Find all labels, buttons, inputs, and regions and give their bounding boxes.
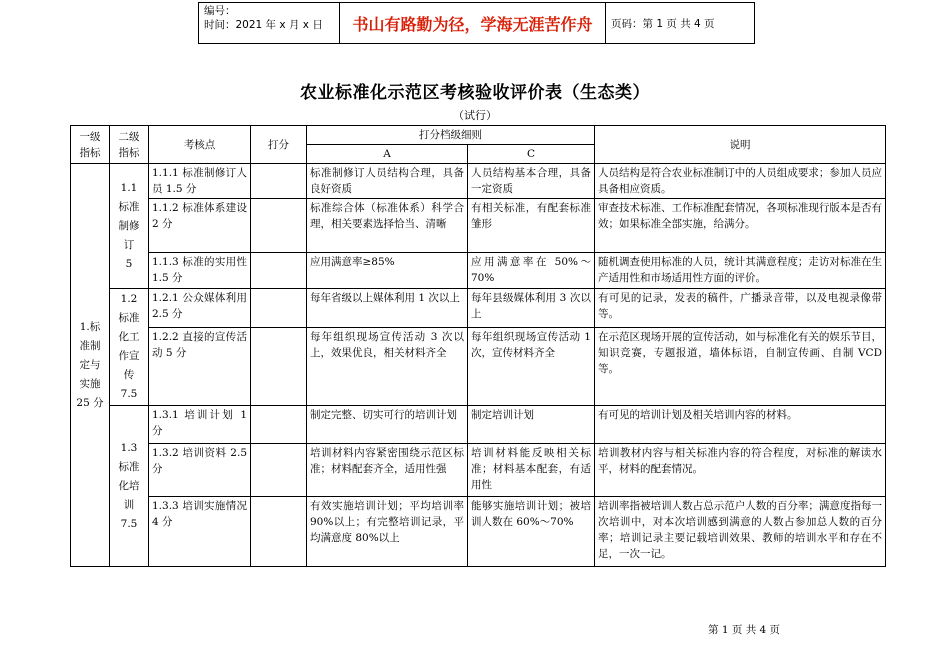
item-cell: 1.3.2 培训资料 2.5 分 (149, 444, 251, 497)
score-cell[interactable] (251, 253, 307, 289)
document-title: 农业标准化示范区考核验收评价表（生态类） (300, 83, 650, 103)
header-grade-c: C (468, 145, 595, 164)
note-cell: 培训教材内容与相关标准内容的符合程度，对标准的解读水平，材料的配套情况。 (595, 444, 886, 497)
item-cell: 1.3.1 培训计划 1 分 (149, 406, 251, 444)
score-cell[interactable] (251, 164, 307, 199)
level2-cell: 1.3 标准 化培 训 7.5 (110, 406, 149, 567)
page-footer: 第 1 页 共 4 页 (708, 624, 781, 636)
note-cell: 培训率指被培训人数占总示范户人数的百分率；满意度指每一次培训中，对本次培训感到满意的人数占参加总人数的百分率；培训记录主要记载培训效果、教师的培训水平和存在不足，一次一记。 (595, 497, 886, 567)
number-label: 编号： (204, 5, 236, 17)
header-item: 考核点 (149, 126, 251, 164)
header-page-label: 页码：第 1 页 共 4 页 (606, 3, 755, 44)
item-cell: 1.1.3 标准的实用性 1.5 分 (149, 253, 251, 289)
evaluation-table (70, 125, 886, 567)
time-label: 时间：2021 年 x 月 x 日 (204, 19, 323, 31)
item-cell: 1.1.1 标准制修订人员 1.5 分 (149, 164, 251, 199)
grade-c-cell: 人员结构基本合理，具备一定资质 (468, 164, 595, 199)
note-cell: 有可见的记录，发表的稿件，广播录音带，以及电视录像带等。 (595, 289, 886, 328)
score-cell[interactable] (251, 406, 307, 444)
header-meta (199, 3, 340, 44)
grade-a-cell: 制定完整、切实可行的培训计划 (307, 406, 468, 444)
score-cell[interactable] (251, 289, 307, 328)
header-level1: 一级 指标 (71, 126, 110, 164)
score-cell[interactable] (251, 444, 307, 497)
score-cell[interactable] (251, 328, 307, 406)
level2-cell: 1.2 标准 化工 作宣 传 7.5 (110, 289, 149, 406)
grade-c-cell: 每年县级媒体利用 3 次以上 (468, 289, 595, 328)
document-subtitle: （试行） (453, 109, 497, 122)
page-header (198, 2, 755, 44)
header-grade-a: A (307, 145, 468, 164)
grade-c-cell: 培训材料能反映相关标准；材料基本配套，有适用性 (468, 444, 595, 497)
grade-c-cell: 应用满意率在 50%～70% (468, 253, 595, 289)
level1-cell: 1.标 准制 定与 实施 25 分 (71, 164, 110, 567)
header-motto: 书山有路勤为径，学海无涯苦作舟 (340, 3, 606, 44)
grade-c-cell: 每年组织现场宣传活动 1 次，宣传材料齐全 (468, 328, 595, 406)
header-note: 说明 (595, 126, 886, 164)
grade-a-cell: 有效实施培训计划；平均培训率 90%以上；有完整培训记录，平均满意度 80%以上 (307, 497, 468, 567)
grade-a-cell: 每年省级以上媒体利用 1 次以上 (307, 289, 468, 328)
note-cell: 有可见的培训计划及相关培训内容的材料。 (595, 406, 886, 444)
item-cell: 1.3.3 培训实施情况 4 分 (149, 497, 251, 567)
item-cell: 1.2.2 直接的宣传活动 5 分 (149, 328, 251, 406)
grade-a-cell: 应用满意率≥85% (307, 253, 468, 289)
header-grade: 打分档级细则 (307, 126, 595, 145)
note-cell: 人员结构是符合农业标准制订中的人员组成要求；参加人员应具备相应资质。 (595, 164, 886, 199)
note-cell: 审查技术标准、工作标准配套情况，各项标准现行版本是否有效；如果标准全部实施，给满分。 (595, 199, 886, 253)
header-level2: 二级 指标 (110, 126, 149, 164)
grade-a-cell: 每年组织现场宣传活动 3 次以上，效果优良，相关材料齐全 (307, 328, 468, 406)
grade-c-cell: 能够实施培训计划；被培训人数在 60%～70% (468, 497, 595, 567)
grade-a-cell: 标准制修订人员结构合理，具备良好资质 (307, 164, 468, 199)
grade-a-cell: 培训材料内容紧密围绕示范区标准；材料配套齐全，适用性强 (307, 444, 468, 497)
grade-c-cell: 有相关标准，有配套标准雏形 (468, 199, 595, 253)
score-cell[interactable] (251, 199, 307, 253)
note-cell: 在示范区现场开展的宣传活动，如与标准化有关的娱乐节目，知识竞赛，专题报道，墙体标语，自制宣传画、自制 VCD 等。 (595, 328, 886, 406)
note-cell: 随机调查使用标准的人员，统计其满意程度；走访对标准在生产适用性和市场适用性方面的评价。 (595, 253, 886, 289)
score-cell[interactable] (251, 497, 307, 567)
grade-a-cell: 标准综合体（标准体系）科学合理，相关要素选择恰当、清晰 (307, 199, 468, 253)
item-cell: 1.1.2 标准体系建设 2 分 (149, 199, 251, 253)
level2-cell: 1.1 标准 制修 订 5 (110, 164, 149, 289)
grade-c-cell: 制定培训计划 (468, 406, 595, 444)
header-score: 打分 (251, 126, 307, 164)
item-cell: 1.2.1 公众媒体利用 2.5 分 (149, 289, 251, 328)
